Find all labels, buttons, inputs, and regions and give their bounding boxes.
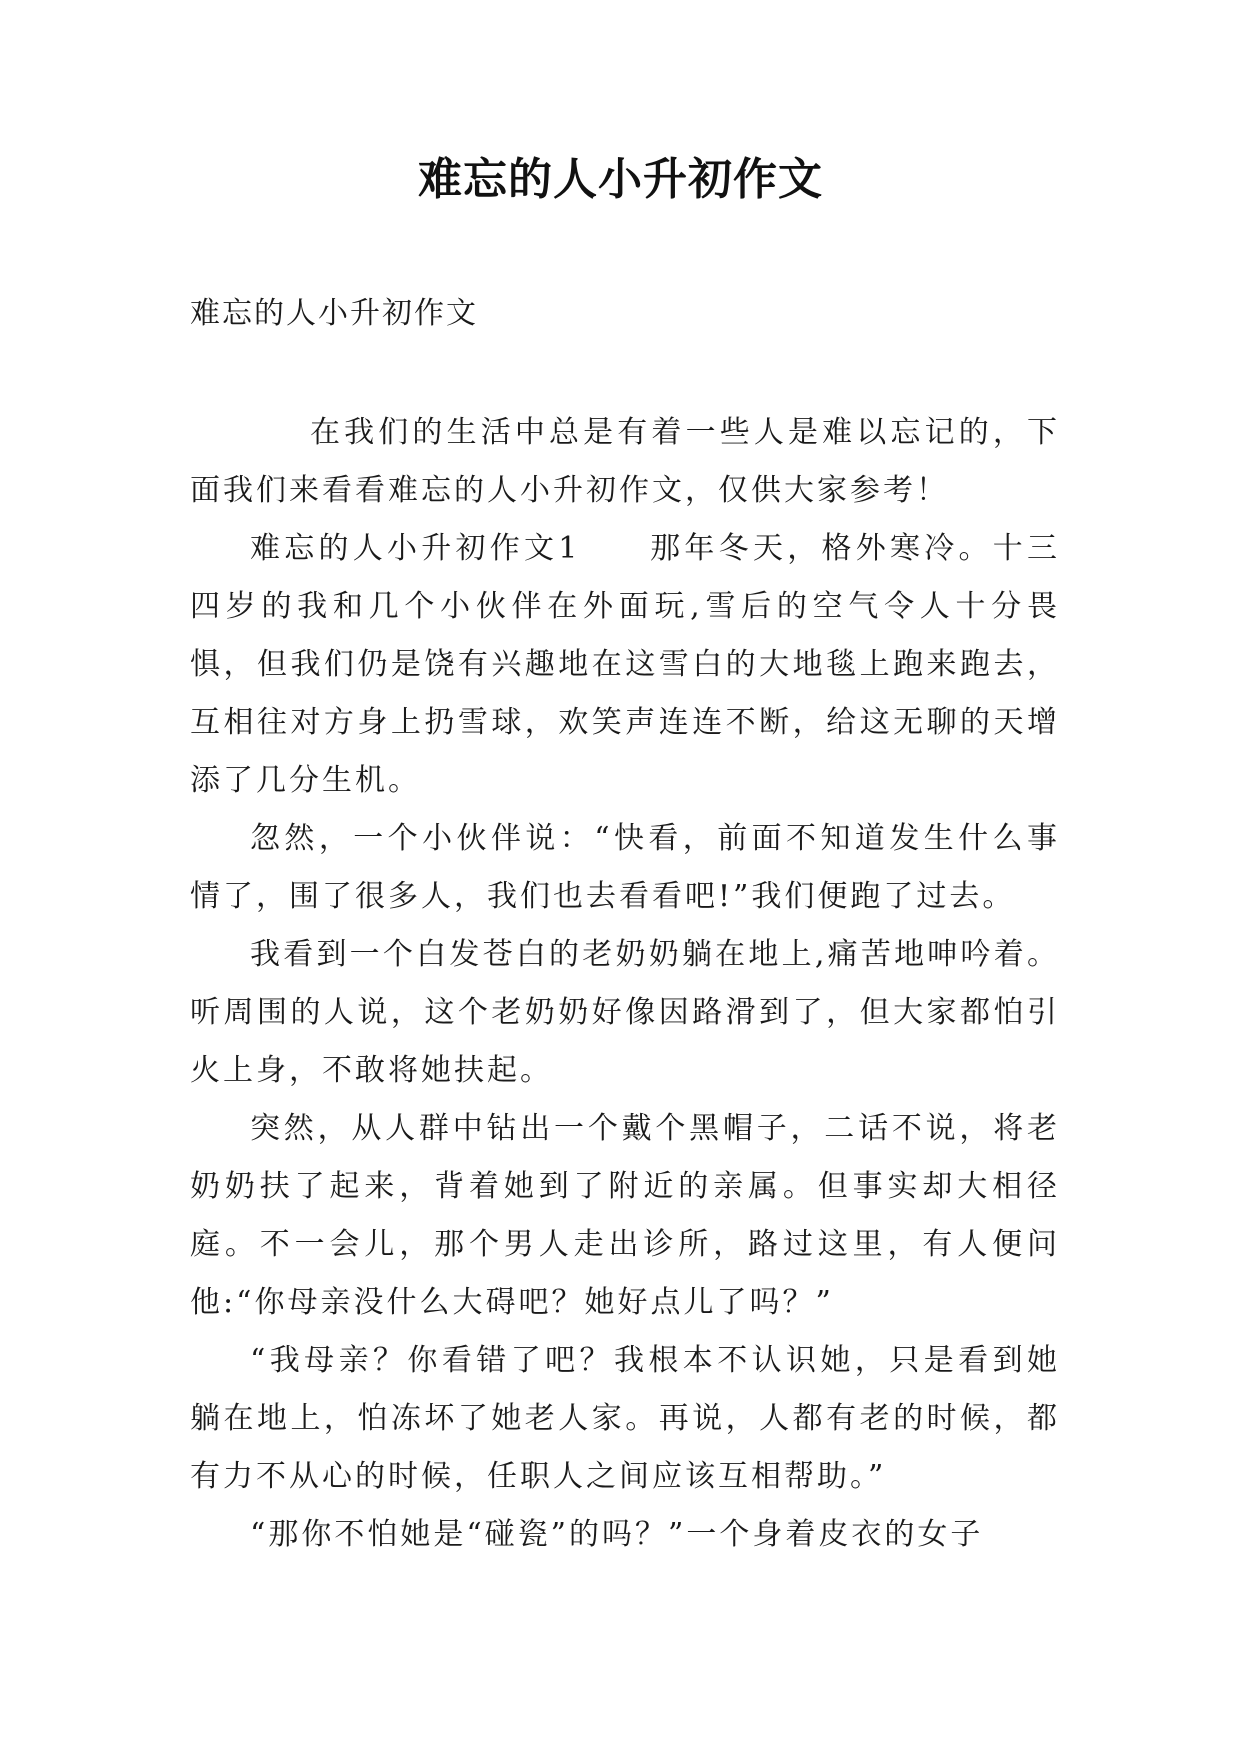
paragraph: “那你不怕她是“碰瓷”的吗？”一个身着皮衣的女子 — [250, 1517, 984, 1552]
document-body — [190, 404, 1060, 1564]
paragraph: 突然，从人群中钻出一个戴个黑帽子，二话不说，将老奶奶扶了起来，背着她到了附近的亲属。但事实却大相径庭。不一会儿，那个男人走出诊所，路过这里，有人便问他:“你母亲没什么大碍吧？她好点儿了吗？” — [190, 1111, 1060, 1320]
paragraph: 难忘的人小升初作文1 那年冬天，格外寒冷。十三四岁的我和几个小伙伴在外面玩,雪后的空气令人十分畏惧，但我们仍是饶有兴趣地在这雪白的大地毯上跑来跑去，互相往对方身上扔雪球，欢笑声连连不断，给这无聊的天增添了几分生机。 — [190, 531, 1060, 798]
document-subtitle: 难忘的人小升初作文 — [190, 296, 478, 331]
paragraph: 我看到一个白发苍白的老奶奶躺在地上,痛苦地呻吟着。听周围的人说，这个老奶奶好像因路滑到了，但大家都怕引火上身，不敢将她扶起。 — [190, 937, 1060, 1088]
paragraph: 忽然，一个小伙伴说：“快看，前面不知道发生什么事情了，围了很多人，我们也去看看吧!”我们便跑了过去。 — [190, 821, 1060, 914]
paragraph-intro: 在我们的生活中总是有着一些人是难以忘记的，下面我们来看看难忘的人小升初作文，仅供大家参考！ — [190, 415, 1060, 508]
paragraph: “我母亲？你看错了吧？我根本不认识她，只是看到她躺在地上，怕冻坏了她老人家。再说，人都有老的时候，都有力不从心的时候，任职人之间应该互相帮助。” — [190, 1343, 1060, 1494]
document-title: 难忘的人小升初作文 — [418, 154, 823, 205]
